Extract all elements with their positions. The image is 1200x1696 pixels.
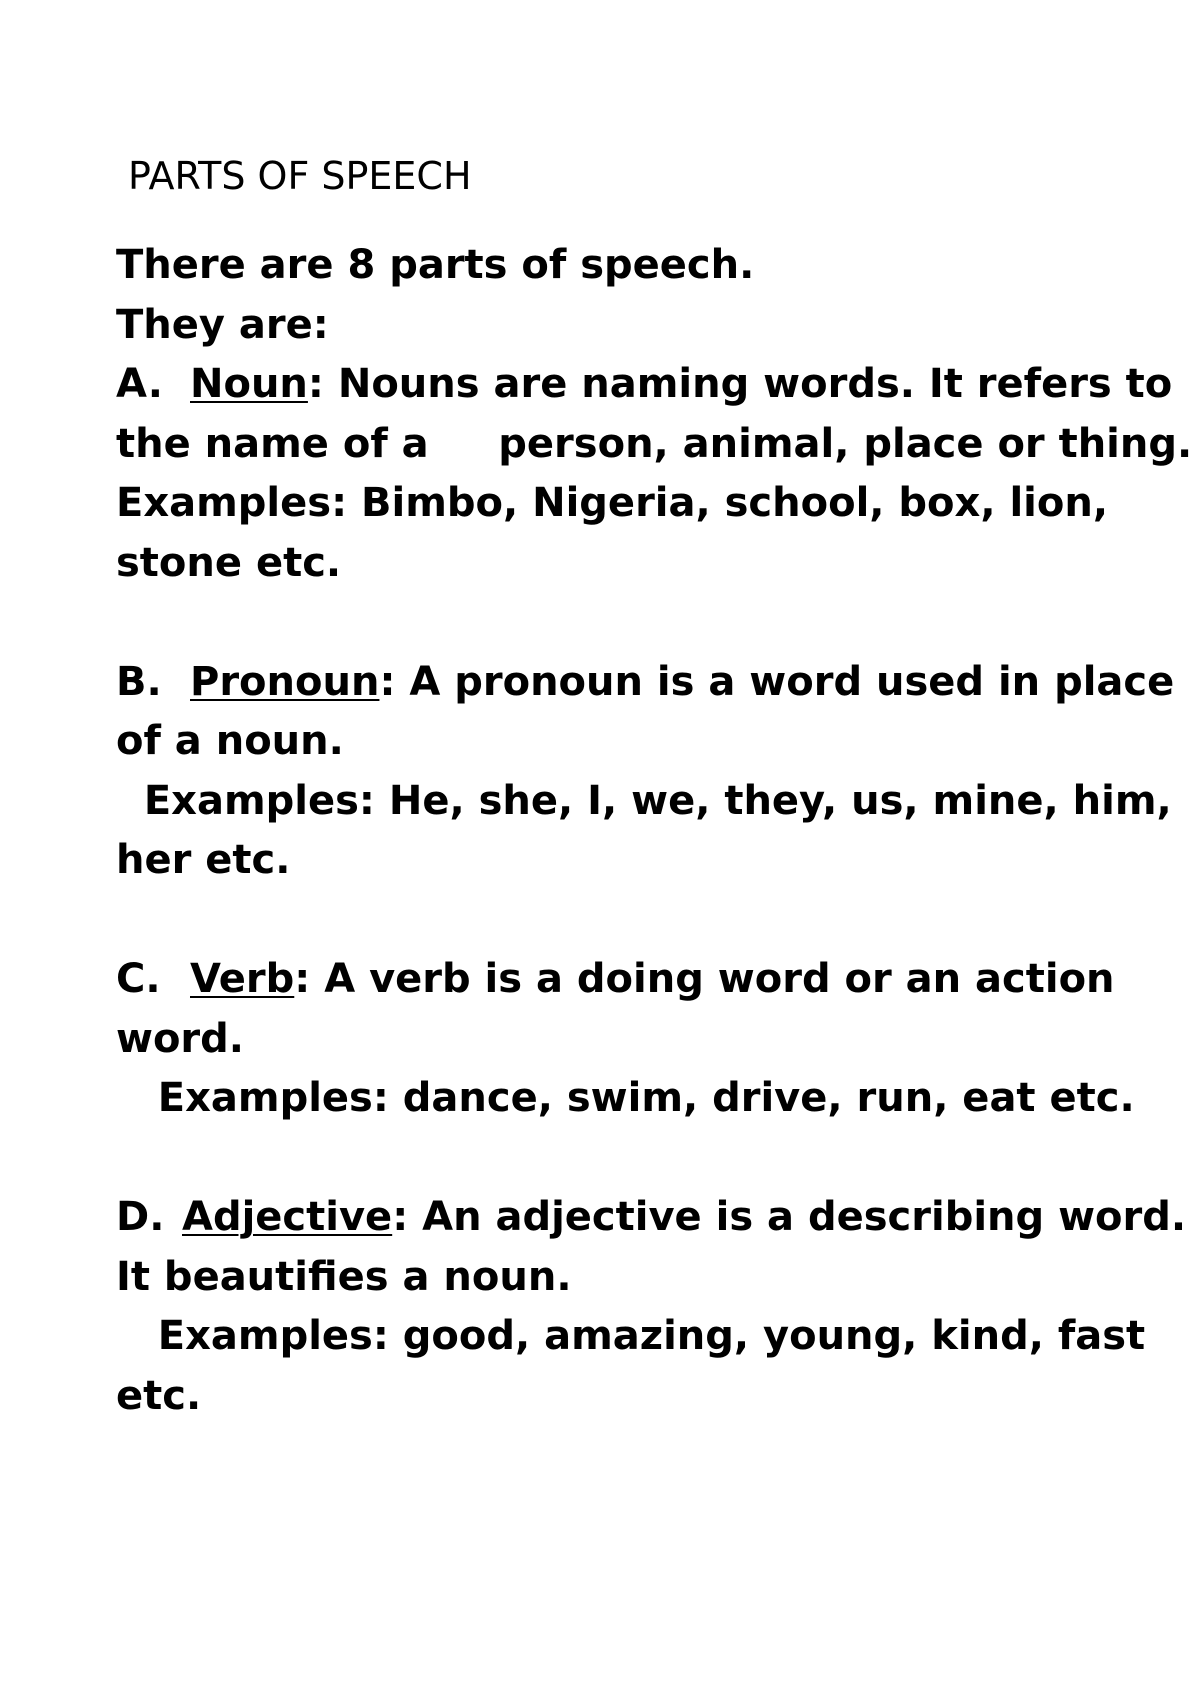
definition-continuation: the name of a person, animal, place or thing. [116,420,1193,467]
page-title: PARTS OF SPEECH [128,154,472,198]
definition-continuation: word. [116,1015,244,1062]
paragraph-spacer [116,593,1116,653]
examples-line: stone etc. [116,539,342,586]
section-adjective-heading [116,1188,1187,1248]
examples-line: Examples: dance, swim, drive, run, eat etc. [116,1075,1135,1121]
section-pronoun-heading [116,653,1175,713]
examples-line: her etc. [116,837,291,883]
intro-line: They are: [116,301,329,348]
term-noun: Noun [190,361,308,407]
section-noun-heading [116,355,1173,415]
intro-line: There are 8 parts of speech. [116,242,755,288]
section-verb-heading [116,950,1116,1010]
term-verb: Verb [190,956,295,1002]
list-marker: B. [116,658,162,705]
paragraph-spacer [116,1129,1116,1189]
definition-text: : An adjective is a describing word. [392,1194,1187,1240]
definition-continuation: of a noun. [116,718,344,764]
examples-line: etc. [116,1372,202,1419]
term-pronoun: Pronoun [190,658,380,705]
paragraph-spacer [116,891,1116,951]
examples-line: Examples: good, amazing, young, kind, fast [116,1313,1146,1359]
definition-text: : A verb is a doing word or an action [294,956,1115,1002]
document-body [116,236,1193,1426]
term-adjective: Adjective [182,1194,393,1240]
list-marker: C. [116,956,161,1002]
examples-line: Examples: He, she, I, we, they, us, mine, him, [116,777,1172,824]
definition-text: : A pronoun is a word used in place [379,658,1175,705]
examples-line: Examples: Bimbo, Nigeria, school, box, lion, [116,480,1109,526]
definition-text: : Nouns are naming words. It refers to [307,361,1173,407]
list-marker: A. [116,361,163,407]
definition-continuation: It beautifies a noun. [116,1253,572,1300]
list-marker: D. [116,1194,165,1240]
